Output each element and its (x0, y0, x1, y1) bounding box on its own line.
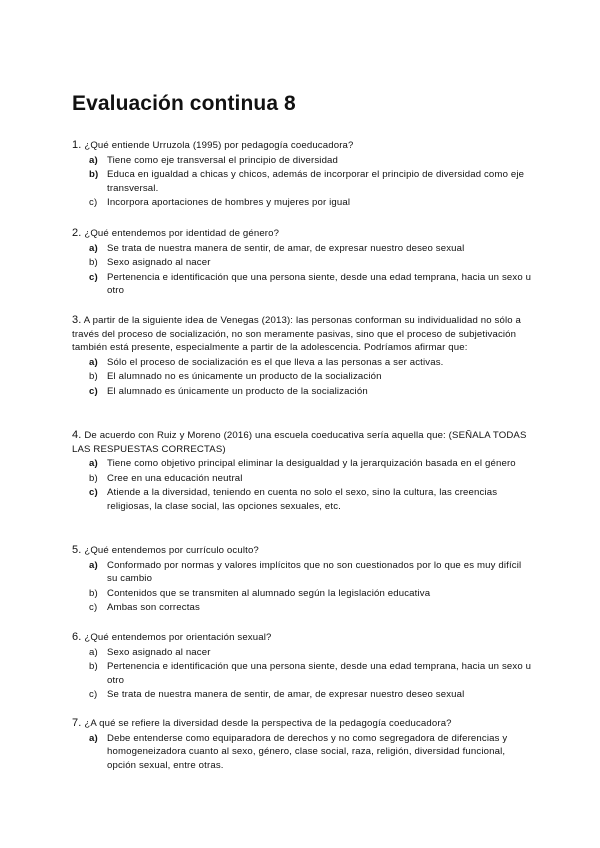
option-letter: b) (89, 257, 98, 269)
options-list (72, 457, 532, 513)
option-text: Educa en igualdad a chicas y chicos, además de incorporar el principio de diversidad como eje transversal. (107, 169, 525, 194)
option-b[interactable] (89, 370, 532, 384)
question-text: ¿Qué entiende Urruzola (1995) por pedagogía coeducadora? (84, 140, 354, 151)
option-a[interactable] (89, 457, 532, 471)
option-letter: c) (89, 385, 98, 397)
option-text: Debe entenderse como equiparadora de derechos y no como segregadora de diferencias y homogeneizadora cuanto al sexo, género, clase social, raza, religión, diversidad funcional, opción sexual, entre otras. (107, 732, 508, 771)
options-list (72, 356, 532, 399)
question-stem (72, 717, 532, 731)
option-letter: a) (89, 356, 98, 368)
option-letter: b) (89, 587, 98, 599)
option-text: Se trata de nuestra manera de sentir, de amar, de expresar nuestro deseo sexual (107, 242, 465, 254)
option-letter: c) (89, 197, 98, 209)
option-letter: a) (89, 242, 98, 254)
option-letter: c) (89, 487, 98, 499)
question-text: ¿Qué entendemos por orientación sexual? (84, 632, 272, 643)
option-letter: b) (89, 661, 98, 673)
question-stem (72, 631, 532, 645)
option-c[interactable] (89, 688, 532, 702)
question-stem (72, 544, 532, 558)
option-text: El alumnado no es únicamente un producto de la socialización (107, 371, 382, 383)
option-text: Tiene como objetivo principal eliminar la desigualdad y la jerarquización basada en el género (107, 458, 516, 470)
question-text: ¿Qué entendemos por identidad de género? (84, 228, 280, 239)
option-text: El alumnado es únicamente un producto de la socialización (107, 385, 368, 397)
question-number: 7. (72, 717, 82, 729)
option-c[interactable] (89, 385, 532, 399)
option-c[interactable] (89, 486, 532, 513)
question-4 (72, 429, 532, 515)
option-text: Incorpora aportaciones de hombres y mujeres por igual (107, 197, 351, 209)
option-letter: a) (89, 458, 98, 470)
option-text: Atiende a la diversidad, teniendo en cuenta no solo el sexo, sino la cultura, las creencias religiosas, la clase social, las opciones sexuales, etc. (107, 487, 498, 512)
question-7 (72, 717, 532, 773)
option-a[interactable] (89, 646, 532, 660)
option-text: Sólo el proceso de socialización es el que lleva a las personas a ser activas. (107, 356, 444, 368)
question-stem (72, 227, 532, 241)
question-3 (72, 314, 532, 400)
question-6 (72, 631, 532, 703)
question-number: 6. (72, 631, 82, 643)
option-letter: a) (89, 646, 98, 658)
option-b[interactable] (89, 660, 532, 687)
option-b[interactable] (89, 168, 532, 195)
option-letter: b) (89, 472, 98, 484)
option-letter: a) (89, 154, 98, 166)
option-letter: b) (89, 371, 98, 383)
option-text: Tiene como eje transversal el principio de diversidad (107, 154, 339, 166)
question-number: 4. (72, 429, 82, 441)
option-a[interactable] (89, 732, 532, 773)
option-letter: c) (89, 271, 98, 283)
option-text: Cree en una educación neutral (107, 472, 243, 484)
question-5 (72, 544, 532, 616)
option-text: Pertenencia e identificación que una persona siente, desde una edad temprana, hacia un sexo u otro (107, 271, 532, 297)
options-list (72, 242, 532, 298)
option-text: Contenidos que se transmiten al alumnado según la legislación educativa (107, 587, 431, 599)
option-letter: a) (89, 559, 98, 571)
option-letter: c) (89, 689, 98, 701)
option-a[interactable] (89, 559, 532, 586)
options-list (72, 646, 532, 702)
question-text: ¿A qué se refiere la diversidad desde la perspectiva de la pedagogía coeducadora? (84, 718, 452, 729)
options-list (72, 559, 532, 615)
question-number: 3. (72, 314, 82, 326)
question-stem (72, 314, 532, 355)
option-b[interactable] (89, 256, 532, 270)
question-text: A partir de la siguiente idea de Venegas (2013): las personas conforman su individualidad no sólo a través del proceso de socialización, no son meramente pasivas, sino que el proceso de subjetivación también está presente, especialmente a partir de la adolescencia. Podríamos afirmar que: (72, 315, 522, 354)
question-text: De acuerdo con Ruiz y Moreno (2016) una escuela coeducativa sería aquella que: (SEÑALA TODAS LAS RESPUESTAS CORRECTAS) (72, 430, 527, 455)
options-list (72, 154, 532, 210)
option-text: Ambas son correctas (107, 602, 200, 614)
question-stem (72, 429, 532, 456)
question-text: ¿Qué entendemos por currículo oculto? (84, 545, 259, 556)
option-text: Pertenencia e identificación que una persona siente, desde una edad temprana, hacia un sexo u otro (107, 661, 532, 686)
option-c[interactable] (89, 601, 532, 615)
option-b[interactable] (89, 472, 532, 486)
page-title: Evaluación continua 8 (72, 92, 296, 115)
option-text: Sexo asignado al nacer (107, 646, 211, 658)
option-b[interactable] (89, 587, 532, 601)
question-1 (72, 139, 532, 211)
question-stem (72, 139, 532, 153)
question-number: 2. (72, 227, 82, 239)
option-letter: a) (89, 732, 98, 744)
options-list (72, 732, 532, 773)
option-c[interactable] (89, 196, 532, 210)
question-2 (72, 227, 532, 299)
option-c[interactable] (89, 271, 532, 298)
option-a[interactable] (89, 242, 532, 256)
option-letter: c) (89, 602, 98, 614)
option-a[interactable] (89, 356, 532, 370)
question-number: 5. (72, 544, 82, 556)
option-a[interactable] (89, 154, 532, 168)
option-text: Conformado por normas y valores implícitos que no son cuestionados por lo que es muy difícil su cambio (107, 559, 522, 585)
option-letter: b) (89, 169, 99, 181)
option-text: Se trata de nuestra manera de sentir, de amar, de expresar nuestro deseo sexual (107, 689, 465, 701)
question-number: 1. (72, 139, 82, 151)
option-text: Sexo asignado al nacer (107, 257, 211, 269)
